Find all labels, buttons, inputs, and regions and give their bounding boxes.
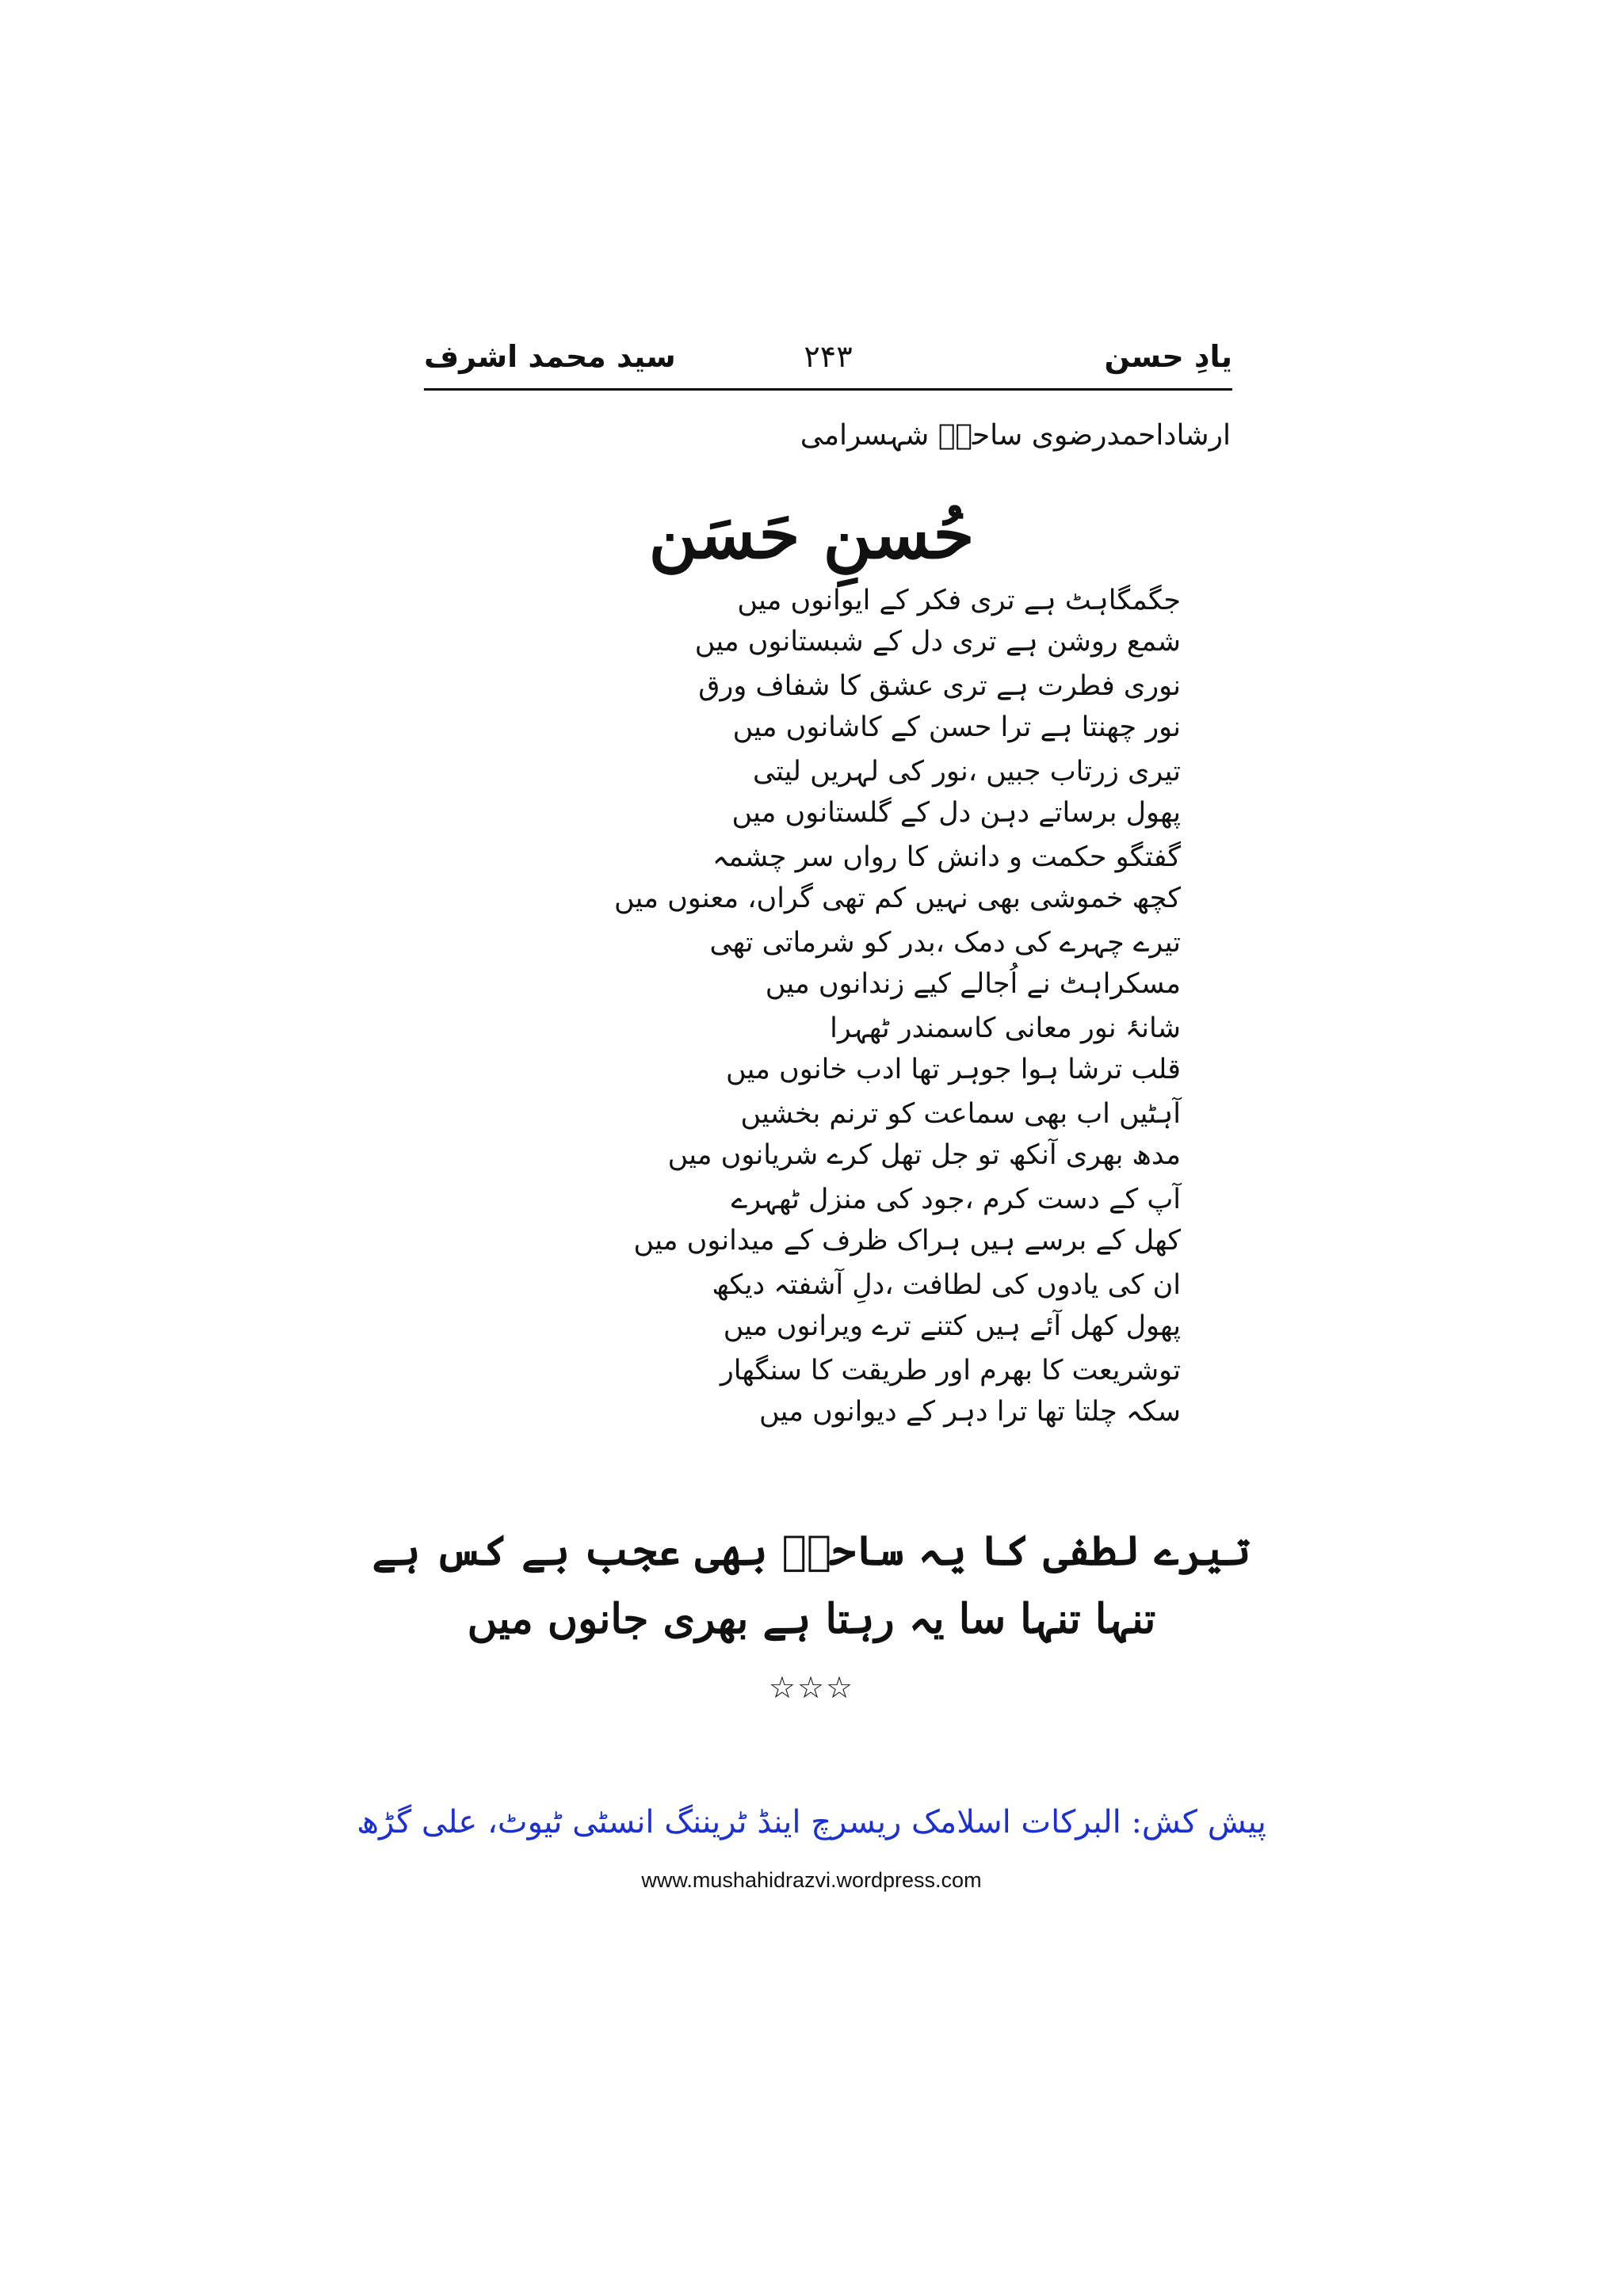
presenter-credit: پیش کش: البرکات اسلامک ریسرچ اینڈ ٹریننگ انسٹی ٹیوٹ، علی گڑھ — [357, 1804, 1266, 1840]
couplet — [475, 1179, 1181, 1261]
verse-line: آہٹیں اب بھی سماعت کو ترنم بخشیں — [740, 1098, 1181, 1130]
couplet — [475, 751, 1181, 833]
couplet — [475, 1264, 1181, 1347]
couplet — [475, 666, 1181, 748]
couplet — [475, 580, 1181, 662]
running-header — [424, 333, 1232, 388]
couplet — [475, 922, 1181, 1005]
header-divider — [424, 388, 1232, 391]
poem-body — [475, 580, 1181, 1436]
verse-line: سکہ چلتا تھا ترا دہر کے دیوانوں میں — [759, 1396, 1181, 1428]
verse-line: مسکراہٹ نے اُجالے کیے زندانوں میں — [765, 968, 1181, 1000]
verse-line: نوری فطرت ہے تری عشق کا شفاف ورق — [698, 670, 1181, 702]
closing-couplet — [0, 1517, 1623, 1653]
verse-line: کچھ خموشی بھی نہیں کم تھی گراں، معنوں میں — [614, 883, 1181, 914]
verse-line: تیرے چہرے کی دمک ،بدر کو شرماتی تھی — [709, 927, 1181, 959]
closing-verse-line: تنہا تنہا سا یہ رہتا ہے بھری جانوں میں — [467, 1595, 1156, 1643]
verse-line: تیری زرتاب جبیں ،نور کی لہریں لیتی — [752, 756, 1181, 788]
poem-author: ارشاداحمدرضوی ساحلؔ شہسرامی — [800, 419, 1231, 452]
verse-line: جگمگاہٹ ہے تری فکر کے ایوانوں میں — [737, 585, 1181, 616]
verse-line: کھل کے برسے ہیں ہراک ظرف کے میدانوں میں — [633, 1225, 1181, 1257]
page-number: ۲۴۳ — [804, 339, 853, 374]
book-author: سید محمد اشرف — [424, 339, 676, 374]
verse-line: نور چھنتا ہے ترا حسن کے کاشانوں میں — [732, 711, 1181, 743]
couplet — [475, 1350, 1181, 1432]
couplet — [475, 1008, 1181, 1090]
verse-line: ان کی یادوں کی لطافت ،دلِ آشفتہ دیکھ — [712, 1269, 1181, 1301]
verse-line: شمع روشن ہے تری دل کے شبستانوں میں — [694, 626, 1181, 658]
poem-title: حُسنِ حَسَن — [648, 495, 975, 574]
section-end-stars: ☆☆☆ — [768, 1670, 855, 1705]
verse-line: مدھ بھری آنکھ تو جل تھل کرے شریانوں میں — [667, 1139, 1181, 1171]
closing-verse-line: تیرے لطفی کا یہ ساحلؔ بھی عجب بے کس ہے — [372, 1527, 1251, 1575]
verse-line: پھول برساتے دہن دل کے گلستانوں میں — [731, 797, 1181, 829]
verse-line: شانۂ نور معانی کاسمندر ٹھہرا — [830, 1013, 1181, 1044]
website-url: www.mushahidrazvi.wordpress.com — [641, 1868, 982, 1892]
book-title: یادِ حسن — [1104, 339, 1232, 374]
verse-line: گفتگو حکمت و دانش کا رواں سر چشمہ — [712, 841, 1181, 873]
couplet — [475, 837, 1181, 919]
couplet — [475, 1093, 1181, 1176]
verse-line: قلب ترشا ہوا جوہر تھا ادب خانوں میں — [725, 1054, 1181, 1085]
verse-line: پھول کھل آئے ہیں کتنے ترے ویرانوں میں — [723, 1310, 1181, 1342]
verse-line: آپ کے دست کرم ،جود کی منزل ٹھہرے — [731, 1184, 1181, 1215]
verse-line: توشریعت کا بھرم اور طریقت کا سنگھار — [720, 1355, 1181, 1386]
